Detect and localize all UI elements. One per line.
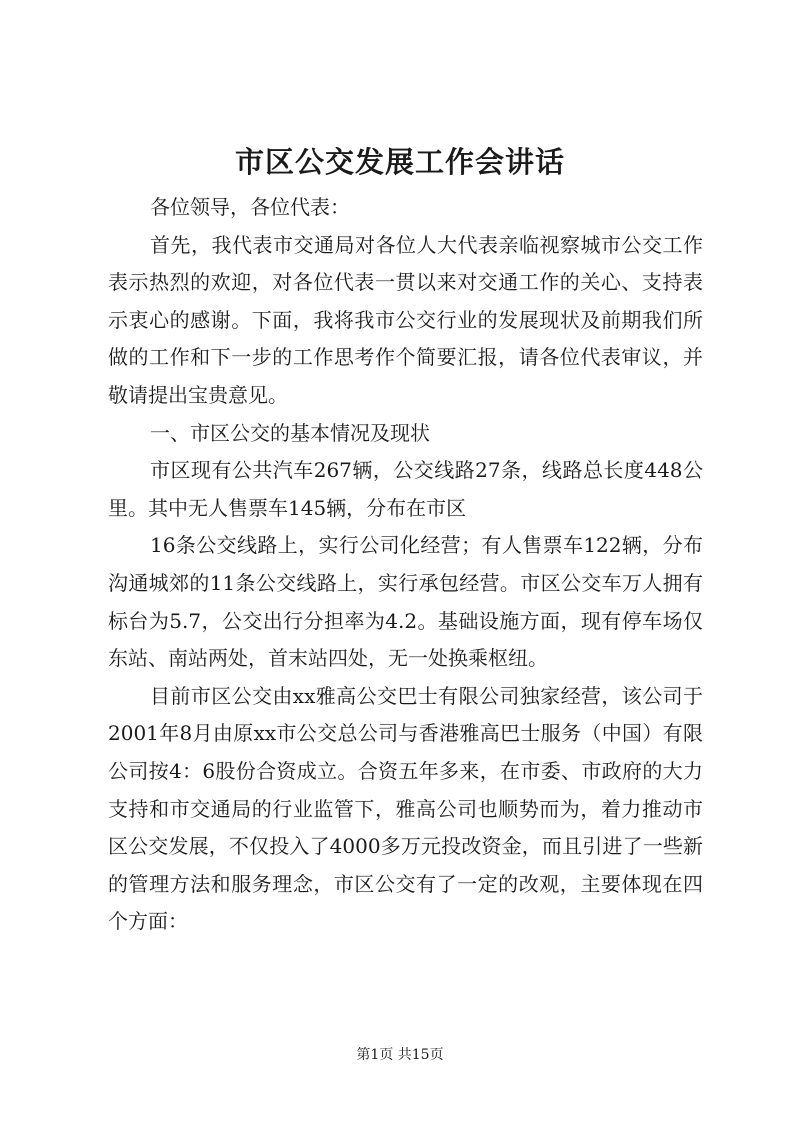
section-heading: 一、市区公交的基本情况及现状: [150, 420, 430, 445]
intro-paragraph: 首先，我代表市交通局对各位人大代表亲临视察城市公交工作表示热烈的欢迎，对各位代表一贯以来对交通工作的关心、支持表示衷心的感谢。下面，我将我市公交行业的发展现状及前期我们所做的工作和下一步的工作思考作个简要汇报，请各位代表审议，并敬请提出宝贵意见。: [108, 232, 703, 407]
document-title: 市区公交发展工作会讲话: [234, 145, 565, 179]
stats-paragraph: 市区现有公共汽车267辆，公交线路27条，线路总长度448公里。其中无人售票车145辆，分布在市区: [108, 458, 703, 520]
routes-paragraph: 16条公交线路上，实行公司化经营；有人售票车122辆，分布沟通城郊的11条公交线路上，实行承包经营。市区公交车万人拥有标台为5.7，公交出行分担率为4.2。基础设施方面，现有停车场仅东站、南站两处，首末站四处，无一处换乘枢纽。: [108, 533, 703, 671]
greeting-paragraph: 各位领导，各位代表：: [150, 195, 350, 219]
page-number: 第1页 共15页: [356, 1047, 444, 1063]
document-body: [108, 189, 703, 941]
operator-paragraph: 目前市区公交由xx雅高公交巴士有限公司独家经营，该公司于2001年8月由原xx市公交总公司与香港雅高巴士服务（中国）有限公司按4：6股份合资成立。合资五年多来，在市委、市政府的大力支持和市交通局的行业监管下，雅高公司也顺势而为，着力推动市区公交发展，不仅投入了4000多万元投改资金，而且引进了一些新的管理方法和服务理念，市区公交有了一定的改观，主要体现在四个方面：: [108, 683, 703, 934]
